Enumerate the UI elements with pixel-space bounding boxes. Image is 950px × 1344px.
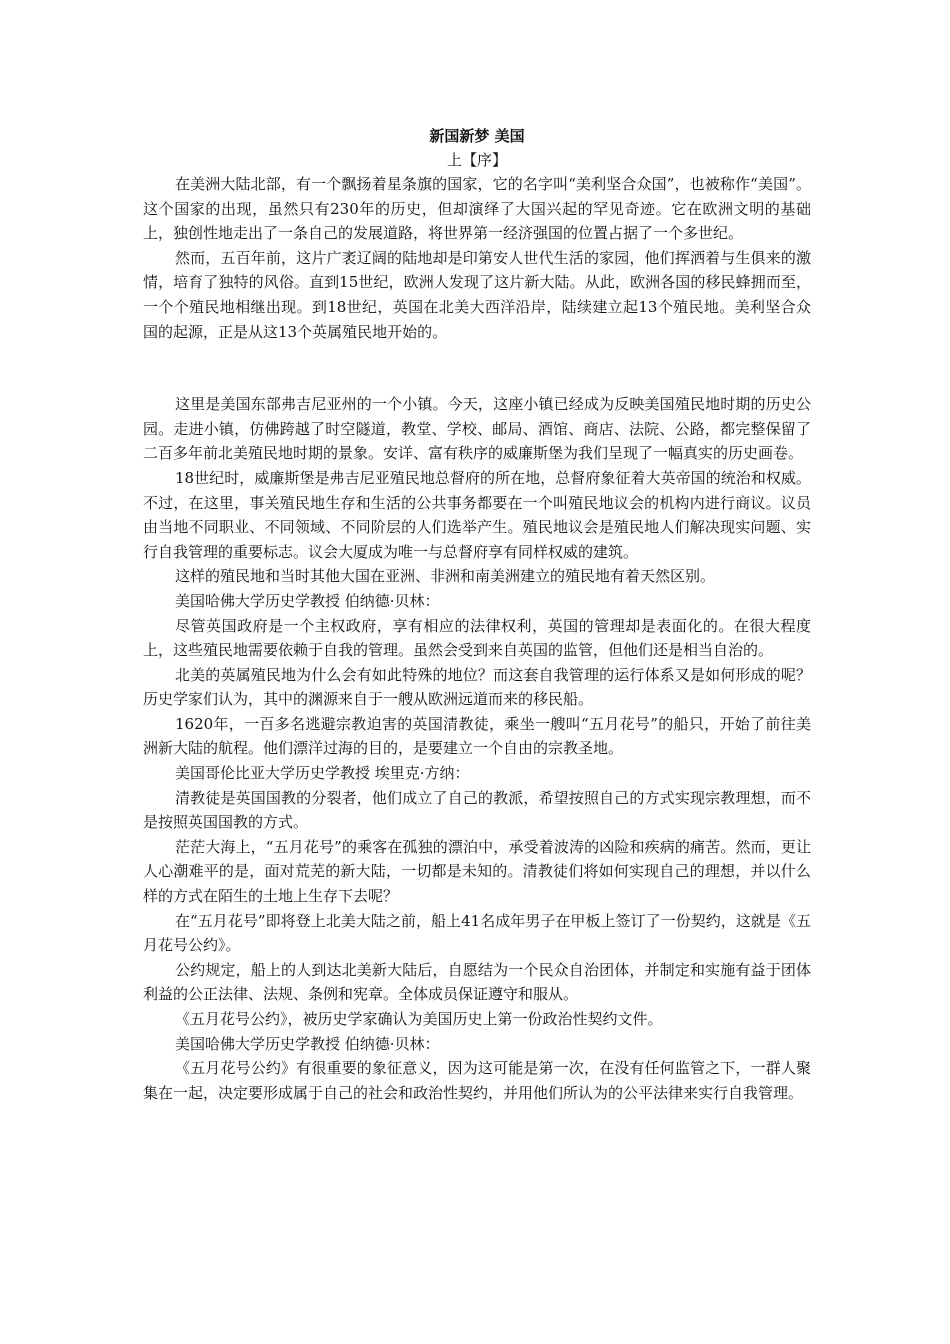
paragraph: 茫茫大海上，“五月花号”的乘客在孤独的漂泊中，承受着波涛的凶险和疾病的痛苦。然而，更让人心潮难平的是，面对荒芜的新大陆，一切都是未知的。清教徒们将如何实现自己的理想，并以什么样的方式在陌生的土地上生存下去呢？ [143,837,811,906]
paragraph: 18世纪时，威廉斯堡是弗吉尼亚殖民地总督府的所在地，总督府象征着大英帝国的统治和权威。不过，在这里，事关殖民地生存和生活的公共事务都要在一个叫殖民地议会的机构内进行商议。议员由当地不同职业、不同领域、不同阶层的人们选举产生。殖民地议会是殖民地人们解决现实问题、实行自我管理的重要标志。议会大厦成为唯一与总督府享有同样权威的建筑。 [143,468,811,561]
document-subtitle: 上【序】 [446,151,507,169]
paragraph: 《五月花号公约》，被历史学家确认为美国历史上第一份政治性契约文件。 [175,1010,663,1028]
speaker-attribution: 美国哥伦比亚大学历史学教授 埃里克·方纳： [175,764,470,783]
section-gap [143,344,811,392]
paragraph: 在“五月花号”即将登上北美大陆之前，船上41名成年男子在甲板上签订了一份契约，这就是《五月花号公约》。 [143,911,811,955]
quote-paragraph: 《五月花号公约》有很重要的象征意义，因为这可能是第一次，在没有任何监管之下，一群人聚集在一起，决定要形成属于自己的社会和政治性契约，并用他们所认为的公平法律来实行自我管理。 [143,1059,811,1102]
speaker-attribution: 美国哈佛大学历史学教授 伯纳德·贝林： [175,1034,440,1053]
paragraph: 这里是美国东部弗吉尼亚州的一个小镇。今天，这座小镇已经成为反映美国殖民地时期的历史公园。走进小镇，仿佛跨越了时空隧道，教堂、学校、邮局、酒馆、商店、法院、公路，都完整保留了二百多年前北美殖民地时期的景象。安详、富有秩序的威廉斯堡为我们呈现了一幅真实的历史画卷。 [143,395,811,463]
quote-paragraph: 尽管英国政府是一个主权政府，享有相应的法律权利，英国的管理却是表面化的。在很大程度上，这些殖民地需要依赖于自我的管理。虽然会受到来自英国的监管，但他们还是相当自治的。 [143,616,811,660]
paragraph: 北美的英属殖民地为什么会有如此特殊的地位？而这套自我管理的运行体系又是如何形成的呢？历史学家们认为，其中的渊源来自于一艘从欧洲远道而来的移民船。 [143,665,811,709]
paragraph: 这样的殖民地和当时其他大国在亚洲、非洲和南美洲建立的殖民地有着天然区别。 [175,567,716,586]
document-title: 新国新梦 美国 [429,127,525,145]
document-page [143,124,811,1105]
speaker-attribution: 美国哈佛大学历史学教授 伯纳德·贝林： [175,591,440,610]
quote-paragraph: 清教徒是英国国教的分裂者，他们成立了自己的教派，希望按照自己的方式实现宗教理想，而不是按照英国国教的方式。 [143,788,811,832]
paragraph: 在美洲大陆北部，有一个飘扬着星条旗的国家，它的名字叫“美利坚合众国”，也被称作“美国”。这个国家的出现，虽然只有230年的历史，但却演绎了大国兴起的罕见奇迹。它在欧洲文明的基础上，独创性地走出了一条自己的发展道路，将世界第一经济强国的位置占据了一个多世纪。 [143,175,811,243]
paragraph: 1620年，一百多名逃避宗教迫害的英国清教徒，乘坐一艘叫“五月花号”的船只，开始了前往美洲新大陆的航程。他们漂洋过海的目的，是要建立一个自由的宗教圣地。 [143,714,811,758]
paragraph: 然而，五百年前，这片广袤辽阔的陆地却是印第安人世代生活的家园，他们挥洒着与生俱来的激情，培育了独特的风俗。直到15世纪，欧洲人发现了这片新大陆。从此，欧洲各国的移民蜂拥而至，一个个殖民地相继出现。到18世纪，英国在北美大西洋沿岸，陆续建立起13个殖民地。美利坚合众国的起源，正是从这13个英属殖民地开始的。 [143,248,811,341]
paragraph: 公约规定，船上的人到达北美新大陆后，自愿结为一个民众自治团体，并制定和实施有益于团体利益的公正法律、法规、条例和宪章。全体成员保证遵守和服从。 [143,960,811,1004]
